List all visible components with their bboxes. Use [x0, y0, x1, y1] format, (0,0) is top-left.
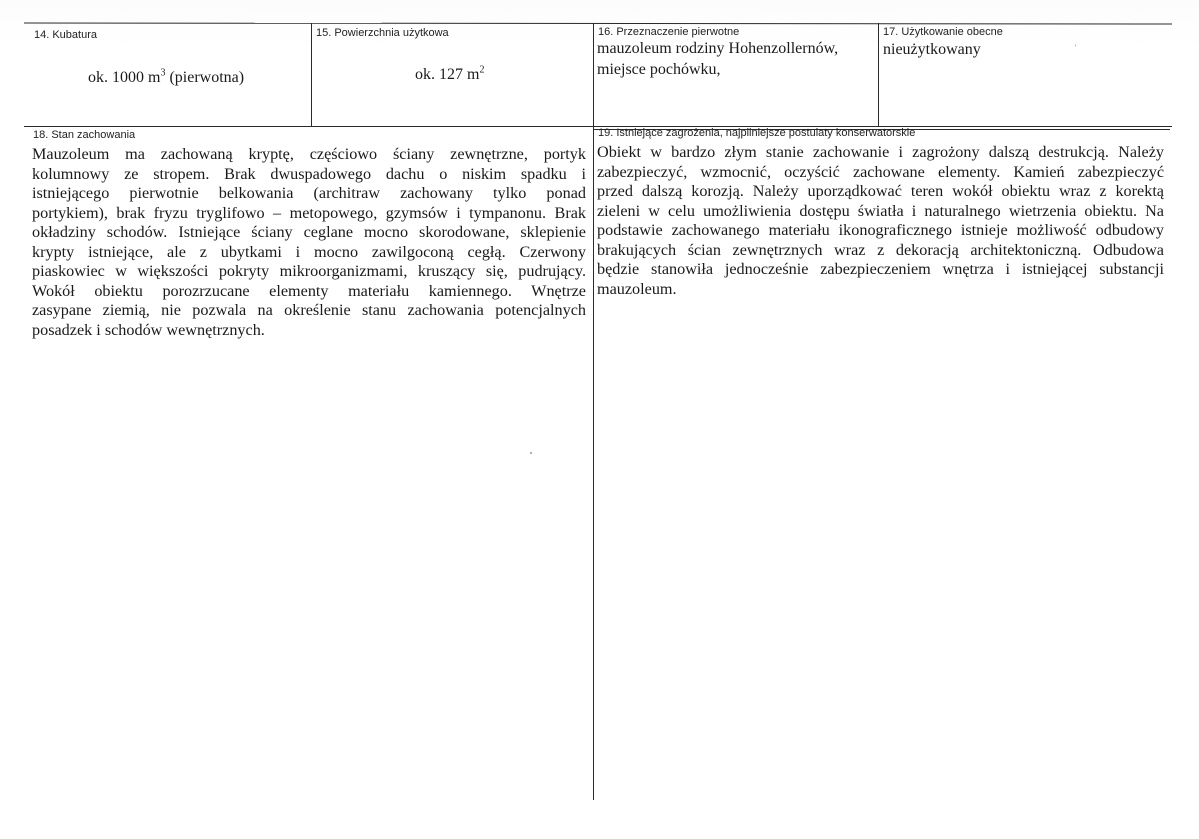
- zagrozenia-line: przed dalszą korozją. Należy uporządkować teren wokół obiektu wraz z korektą: [597, 182, 1164, 200]
- zagrozenia-label: 19. Istniejące zagrożenia, najpilniejsze postulaty konserwatorskie: [598, 127, 916, 139]
- zagrozenia-line: Obiekt w bardzo złym stanie zachowanie i zagrożony dalszą destrukcją. Należy: [597, 143, 1164, 161]
- stan-line: istniejącego pierwotnie belkowania (architraw zachowany tylko ponad: [32, 184, 586, 202]
- scan-speck: [1075, 44, 1076, 47]
- zagrozenia-line: będzie stanowiła jednocześnie zabezpieczeniem wnętrza i istniejącej substancji: [597, 260, 1164, 278]
- stan-label: 18. Stan zachowania: [33, 129, 136, 141]
- stan-line: okładziny schodów. Istniejące ściany ceglane mocno skorodowane, sklepienie: [32, 223, 586, 241]
- zagrozenia-paragraph: [597, 143, 1164, 299]
- zagrozenia-line: zabezpieczyć, wzmocnić, oczyścić zachowane elementy. Kamień zabezpieczyć: [597, 162, 1164, 181]
- kubatura-label: 14. Kubatura: [34, 29, 97, 41]
- zagrozenia-line: zieleni w celu umożliwienia dostępu światła i naturalnego wietrzenia obiektu. Na: [597, 201, 1164, 220]
- uzytkowanie-value: nieużytkowany: [883, 41, 981, 58]
- column-divider-1: [311, 23, 312, 127]
- stan-line: Mauzoleum ma zachowaną kryptę, częściowo ściany zewnętrzne, portyk: [32, 145, 586, 163]
- powierzchnia-label: 15. Powierzchnia użytkowa: [316, 27, 449, 39]
- przeznaczenie-line-1: mauzoleum rodziny Hohenzollernów,: [597, 40, 839, 57]
- kubatura-value: [88, 68, 244, 88]
- kubatura-value-main: ok. 1000 m: [88, 69, 161, 86]
- stan-line: krypty istniejące, ale z ubytkami i mocno zawilgoconą cegłą. Czerwony: [32, 242, 586, 261]
- przeznaczenie-line-2: miejsce pochówku,: [597, 61, 721, 78]
- stan-line: posadzek i schodów wewnętrznych.: [32, 320, 265, 339]
- zagrozenia-line: mauzoleum.: [597, 279, 677, 298]
- kubatura-value-sup: 3: [160, 67, 166, 79]
- column-divider-3: [878, 23, 879, 127]
- stan-line: zasypane ziemią, nie pozwala na określenie stanu zachowania potencjalnych: [32, 301, 586, 319]
- zagrozenia-line: podstawie zachowanego materiału ikonograficznego istnieje możliwość odbudowy: [597, 221, 1164, 239]
- przeznaczenie-label: 16. Przeznaczenie pierwotne: [598, 26, 740, 38]
- powierzchnia-value-sup: 2: [479, 64, 485, 76]
- uzytkowanie-label: 17. Użytkowanie obecne: [883, 26, 1003, 38]
- stan-line: piaskowiec w większości pokryty mikroorganizmami, kruszący się, pudrujący.: [32, 262, 586, 280]
- stan-paragraph: [32, 145, 586, 340]
- stan-line: portykiem), brak fryzu tryglifowo – metopowego, gzymsów i tympanonu. Brak: [32, 203, 586, 222]
- table-top-border: [24, 22, 1172, 24]
- kubatura-value-rest: (pierwotna): [165, 69, 245, 86]
- stan-line: Wokół obiektu porozrzucane elementy materiału kamiennego. Wnętrze: [32, 281, 586, 300]
- scan-speck: [530, 452, 532, 454]
- column-divider-2: [593, 23, 594, 800]
- powierzchnia-value: [415, 65, 484, 85]
- stan-line: kolumnowy ze stropem. Brak dwuspadowego dachu o niskim spadku i: [32, 164, 586, 183]
- powierzchnia-value-main: ok. 127 m: [415, 66, 480, 83]
- zagrozenia-line: brakujących ścian zewnętrznych wraz z dekoracją architektoniczną. Odbudowa: [597, 240, 1164, 259]
